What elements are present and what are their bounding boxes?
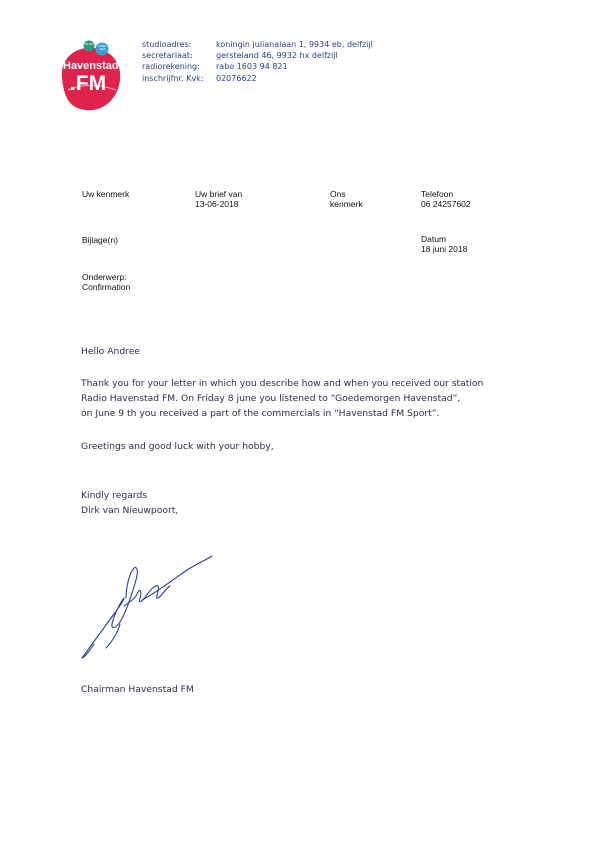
kvk-label: inschrijfnr. Kvk:: [142, 73, 204, 83]
ons-label: Ons: [330, 189, 346, 199]
paragraph-1-line-2: Radio Havenstad FM. On Friday 8 june you listened to “Goedemorgen Havenstad”,: [81, 393, 461, 404]
uw-brief-value: 13-06-2018: [195, 199, 239, 209]
secretariaat-value: gersteland 46, 9932 hx delfzijl: [216, 51, 338, 61]
handwritten-signature: [80, 552, 220, 664]
logo-badge-right: KABEL 102.5: [98, 45, 107, 51]
letterhead-labels: [142, 39, 204, 84]
kvk-value: 02076622: [216, 73, 257, 83]
paragraph-1-line-1: Thank you for your letter in which you describe how and when you received our station: [81, 378, 484, 389]
ons-kenmerk-label: kenmerk: [330, 199, 363, 209]
logo-fm-text: .FM: [70, 72, 107, 95]
onderwerp-value: Confirmation: [82, 282, 131, 292]
uw-kenmerk-label: Uw kenmerk: [82, 189, 130, 199]
signer-title: Chairman Havenstad FM: [81, 684, 194, 695]
paragraph-2: Greetings and good luck with your hobby,: [81, 441, 274, 452]
greeting: Hello Andree: [81, 346, 141, 357]
studioadres-label: studioadres:: [142, 40, 192, 49]
telefoon-value: 06 24257602: [421, 199, 471, 209]
radiorekening-value: rabo 1603 94 821: [216, 62, 288, 72]
signer-name: Dirk van Nieuwpoort,: [81, 505, 179, 516]
havenstad-fm-logo: [54, 40, 126, 116]
uw-brief-label: Uw brief van: [195, 189, 243, 199]
radiorekening-label: radiorekening:: [142, 62, 200, 72]
logo-badge-left: FM 105.4: [84, 43, 95, 46]
studioadres-value: koningin julianalaan 1, 9934 eb, delfzijl: [216, 40, 373, 49]
datum-value: 18 juni 2018: [421, 244, 468, 254]
onderwerp-label: Onderwerp:: [82, 272, 127, 282]
telefoon-label: Telefoon: [421, 189, 454, 199]
bijlage-label: Bijlage(n): [82, 235, 118, 245]
letterhead-values: [216, 39, 373, 84]
closing: Kindly regards: [81, 490, 148, 501]
logo-brand-text: Havenstad: [63, 60, 119, 72]
secretariaat-label: secretariaat:: [142, 51, 193, 61]
paragraph-1-line-3: on June 9 th you received a part of the commercials in “Havenstad FM Sport”.: [81, 408, 440, 419]
datum-label: Datum: [421, 234, 447, 244]
paragraph-1: [81, 376, 483, 421]
